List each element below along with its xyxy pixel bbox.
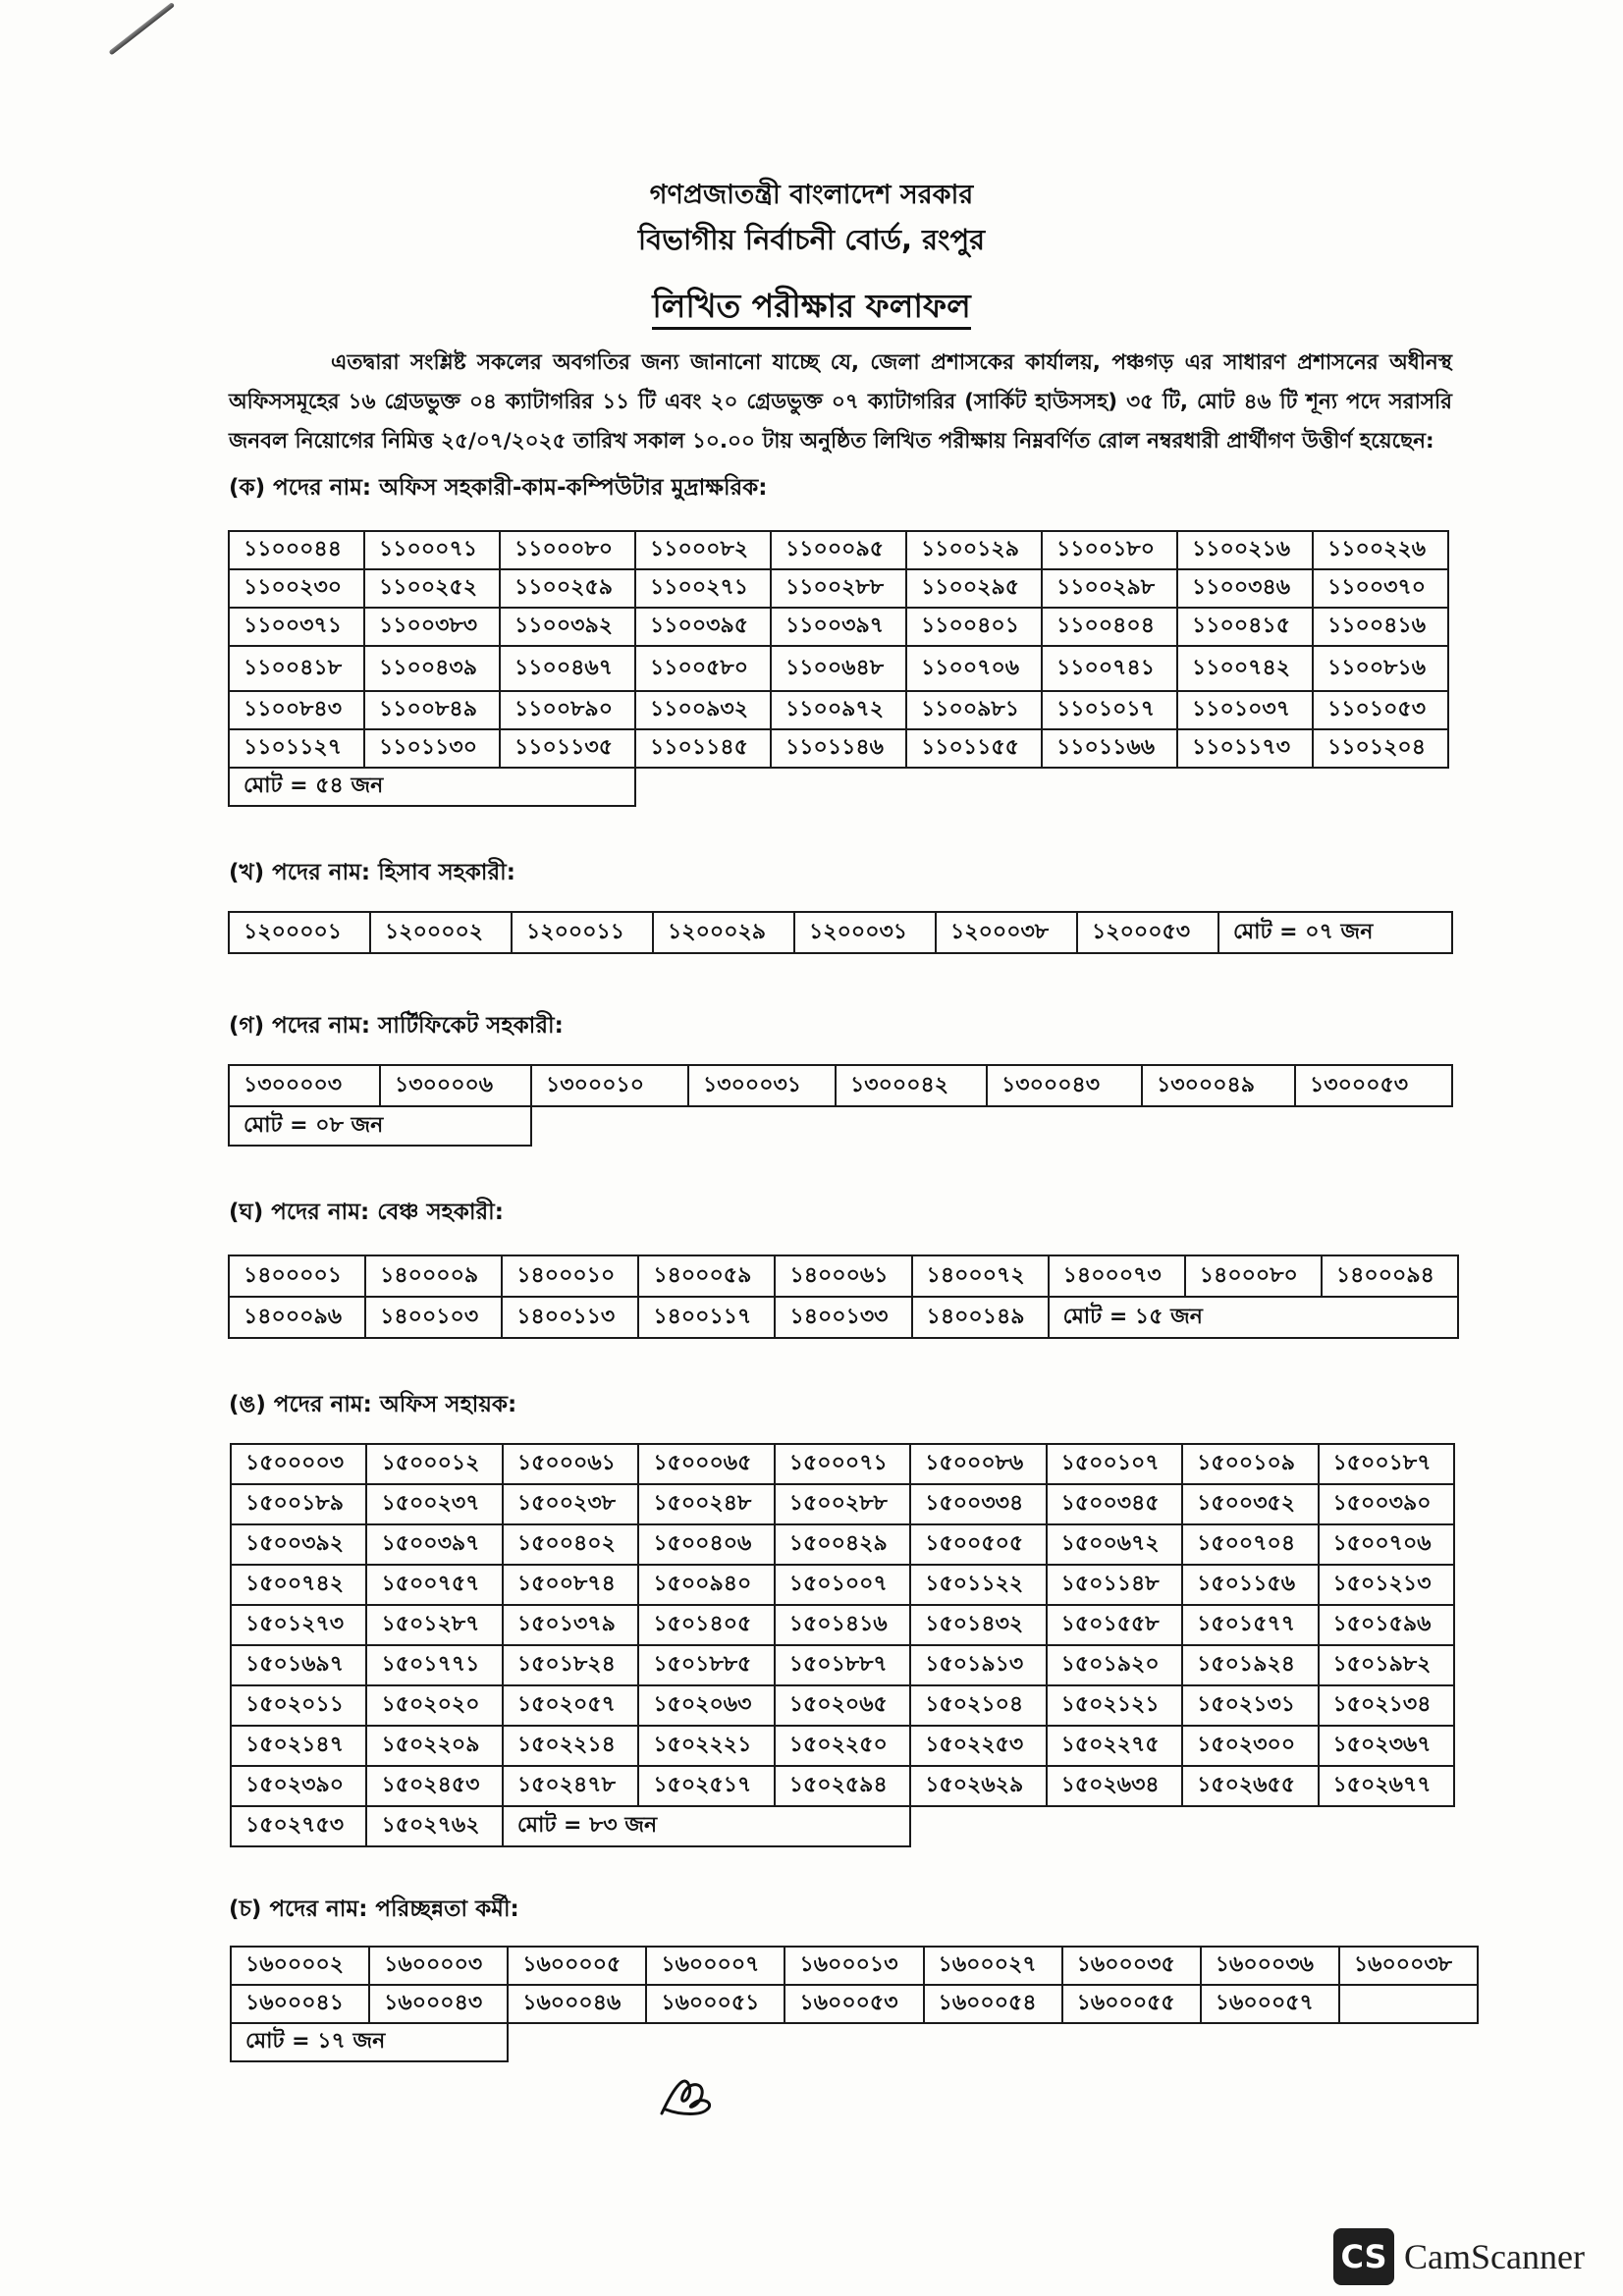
notice-paragraph: এতদ্বারা সংশ্লিষ্ট সকলের অবগতির জন্য জানানো যাচ্ছে যে, জেলা প্রশাসকের কার্যালয়, পঞ্চগড় এর সাধারণ প্রশাসনের অধীনস্থ অফিসসমূহের ১৬ গ্রেডভুক্ত ০৪ ক্যাটাগরির ১১ টি এবং ২০ গ্রেডভুক্ত ০৭ ক্যাটাগরির (সার্কিট হাউসসহ) ৩৫ টি, মোট ৪৬ টি শূন্য পদে সরাসরি জনবল নিয়োগের নিমিত্ত ২৫/০৭/২০২৫ তারিখ সকাল ১০.০০ টায় অনুষ্ঠিত লিখিত পরীক্ষায় নিম্নবর্ণিত রোল নম্বরধারী প্রার্থীগণ উত্তীর্ণ হয়েছেন: [229, 350, 1452, 454]
roll-cell: ১৬০০০০৩ [369, 1947, 508, 1985]
roll-cell: ১৪০০১০৩ [365, 1297, 502, 1338]
roll-cell: ১৬০০০৫৩ [784, 1985, 923, 2023]
roll-cell: ১১০০৮৪৩ [229, 691, 364, 729]
roll-cell: ১১০০৯৭২ [771, 691, 906, 729]
roll-cell: ১১০০০৭১ [364, 531, 500, 569]
table-row [229, 912, 1452, 953]
roll-cell: ১১০০৪১৫ [1177, 608, 1313, 646]
roll-cell: ১৫০০৪০৬ [638, 1524, 774, 1565]
roll-cell: ১৩০০০৪৩ [987, 1065, 1142, 1106]
section-title-cleaner: (চ) পদের নাম: পরিচ্ছন্নতা কর্মী: [229, 1896, 519, 1922]
roll-cell: ১১০১১৫৫ [906, 729, 1042, 768]
roll-cell: ১১০০৮১৬ [1313, 646, 1448, 691]
roll-cell: ১৫০০৮৭৪ [503, 1565, 638, 1605]
roll-cell: ১১০০৩৯৫ [635, 608, 771, 646]
roll-cell: ১৫০০০১২ [366, 1444, 502, 1484]
roll-cell: ১৫০১৫৯৬ [1319, 1605, 1455, 1645]
roll-cell: ১১০১০১৭ [1042, 691, 1177, 729]
section-title-bench-assistant: (ঘ) পদের নাম: বেঞ্চ সহকারী: [229, 1200, 504, 1225]
roll-cell: ১৩০০০৩১ [688, 1065, 836, 1106]
roll-cell: ১১০১১২৭ [229, 729, 364, 768]
roll-cell: ১১০১০৫৩ [1313, 691, 1448, 729]
roll-cell: ১১০০৩৭০ [1313, 569, 1448, 608]
roll-cell: ১২০০০৫৩ [1077, 912, 1218, 953]
roll-cell: ১৫০০৩৩৪ [910, 1484, 1046, 1524]
roll-cell: ১৫০২১০৪ [910, 1685, 1046, 1726]
roll-cell: ১৫০২১৪৭ [231, 1726, 366, 1766]
roll-cell: ১৬০০০২৭ [924, 1947, 1062, 1985]
roll-cell: ১৬০০০৫৭ [1201, 1985, 1339, 2023]
roll-cell: ১৫০২৭৬২ [366, 1806, 502, 1846]
table-row [229, 1106, 1452, 1146]
roll-cell: ১৫০০১৮৯ [231, 1484, 366, 1524]
roll-cell: ১৪০০০৭২ [912, 1255, 1049, 1297]
roll-cell: ১১০১২০৪ [1313, 729, 1448, 768]
roll-cell: ১৫০১৬৯৭ [231, 1645, 366, 1685]
roll-cell: ১৪০০০১০ [502, 1255, 638, 1297]
roll-cell: ১৫০২৬৩৪ [1047, 1766, 1182, 1806]
roll-cell: ১৫০০০০৩ [231, 1444, 366, 1484]
roll-cell: ১৫০০১০৯ [1182, 1444, 1318, 1484]
roll-cell: ১১০০৯৮১ [906, 691, 1042, 729]
page-title [0, 281, 1623, 336]
roll-cell: ১১০০৪১৮ [229, 646, 364, 691]
roll-cell: ১১০০৭৪২ [1177, 646, 1313, 691]
table-row [229, 729, 1448, 768]
roll-cell: ১১০০৩৪৬ [1177, 569, 1313, 608]
table-row [231, 1524, 1454, 1565]
roll-cell: ১১০০৪০১ [906, 608, 1042, 646]
roll-cell: ১৫০১০০৭ [775, 1565, 910, 1605]
roll-cell: ১৫০২৩৬৭ [1319, 1726, 1455, 1766]
roll-cell: ১১০০২৭১ [635, 569, 771, 608]
table-row [231, 1766, 1454, 1806]
section-title-office-assistant-computer-typist: (ক) পদের নাম: অফিস সহকারী-কাম-কম্পিউটার মুদ্রাক্ষরিক: [229, 475, 768, 501]
roll-cell: ১৫০১১২২ [910, 1565, 1046, 1605]
roll-cell: ১৬০০০৪১ [231, 1985, 369, 2023]
roll-cell: ১৫০১৮২৪ [503, 1645, 638, 1685]
roll-cell: ১৬০০০৩৬ [1201, 1947, 1339, 1985]
roll-cell: ১৫০২০২০ [366, 1685, 502, 1726]
total-cell: মোট = ০৭ জন [1218, 912, 1452, 953]
roll-cell: ১১০০৩৯২ [500, 608, 635, 646]
roll-cell: ১৫০২২৫০ [775, 1726, 910, 1766]
roll-cell: ১৫০০০৬১ [503, 1444, 638, 1484]
page-title-text: লিখিত পরীক্ষার ফলাফল [652, 287, 970, 330]
roll-cell: ১৫০২৬২৯ [910, 1766, 1046, 1806]
roll-cell: ১৫০২৬৫৫ [1182, 1766, 1318, 1806]
roll-cell: ১৫০২৩০০ [1182, 1726, 1318, 1766]
roll-cell: ১১০০১২৯ [906, 531, 1042, 569]
total-cell: মোট = ১৫ জন [1049, 1297, 1458, 1338]
roll-cell: ১৫০১৫৫৮ [1047, 1605, 1182, 1645]
roll-cell: ১৩০০০১০ [531, 1065, 688, 1106]
roll-cell: ১৪০০১১৭ [638, 1297, 775, 1338]
roll-cell: ১৫০০৩৯২ [231, 1524, 366, 1565]
roll-cell: ১১০০২৩০ [229, 569, 364, 608]
roll-cell: ১৩০০০৫৩ [1295, 1065, 1452, 1106]
roll-cell: ১১০০৮৯০ [500, 691, 635, 729]
roll-cell: ১৪০০০৯৬ [229, 1297, 365, 1338]
roll-cell: ১৪০০১৩৩ [775, 1297, 911, 1338]
roll-cell: ১৫০২২০৯ [366, 1726, 502, 1766]
total-cell: মোট = ৫৪ জন [229, 768, 635, 806]
table-row [231, 1985, 1478, 2023]
roll-table-accounts-assistant [228, 911, 1453, 954]
roll-cell: ১৬০০০০৭ [646, 1947, 784, 1985]
roll-cell: ১৫০২৪৫৩ [366, 1766, 502, 1806]
section-title-certificate-assistant: (গ) পদের নাম: সার্টিফিকেট সহকারী: [229, 1013, 564, 1039]
roll-cell: ১১০০৭৪১ [1042, 646, 1177, 691]
table-row [231, 1645, 1454, 1685]
roll-cell: ১৫০০০৮৬ [910, 1444, 1046, 1484]
roll-cell: ১৫০১৪১৬ [775, 1605, 910, 1645]
total-cell: মোট = ০৮ জন [229, 1106, 531, 1146]
roll-cell: ১৪০০০০৯ [365, 1255, 502, 1297]
table-row [231, 1685, 1454, 1726]
table-row [229, 569, 1448, 608]
roll-cell: ১৪০০০০১ [229, 1255, 365, 1297]
roll-cell: ১৫০১২৮৭ [366, 1605, 502, 1645]
roll-cell: ১৫০০৪২৯ [775, 1524, 910, 1565]
table-row [229, 531, 1448, 569]
roll-cell: ১৫০০৫০৫ [910, 1524, 1046, 1565]
roll-cell: ১৪০০০৫৯ [638, 1255, 775, 1297]
roll-table-office-assistant-computer-typist [228, 530, 1449, 807]
roll-cell: ১৫০০২৩৭ [366, 1484, 502, 1524]
section-title-office-helper: (ঙ) পদের নাম: অফিস সহায়ক: [229, 1392, 517, 1417]
roll-cell: ১১০০৯৩২ [635, 691, 771, 729]
roll-cell: ১২০০০২৯ [653, 912, 794, 953]
roll-cell: ১৫০১৪৩২ [910, 1605, 1046, 1645]
roll-cell: ১৪০০০৯৪ [1322, 1255, 1458, 1297]
roll-cell: ১১০০২৮৮ [771, 569, 906, 608]
roll-cell: ১৫০১৪০৫ [638, 1605, 774, 1645]
roll-cell: ১৪০০০৬১ [775, 1255, 911, 1297]
roll-cell: ১৫০২৫৯৪ [775, 1766, 910, 1806]
section-title-accounts-assistant: (খ) পদের নাম: হিসাব সহকারী: [229, 860, 515, 885]
roll-cell: ১৫০০৭০৪ [1182, 1524, 1318, 1565]
roll-cell: ১৫০০২৪৮ [638, 1484, 774, 1524]
roll-cell: ১৫০২৩৯০ [231, 1766, 366, 1806]
roll-cell: ১৫০২০৬৫ [775, 1685, 910, 1726]
roll-cell: ১১০০০৪৪ [229, 531, 364, 569]
roll-cell: ১১০০২২৬ [1313, 531, 1448, 569]
roll-cell: ১১০১১৪৫ [635, 729, 771, 768]
table-row [229, 1255, 1458, 1297]
roll-table-certificate-assistant [228, 1064, 1453, 1147]
roll-cell: ১৫০২৫১৭ [638, 1766, 774, 1806]
table-row [231, 1605, 1454, 1645]
roll-cell: ১৬০০০৪৩ [369, 1985, 508, 2023]
roll-cell: ১১০১১৩০ [364, 729, 500, 768]
roll-cell: ১৫০০৩৯০ [1319, 1484, 1455, 1524]
pen-mark-decoration [108, 2, 175, 55]
roll-cell: ১৫০২০৬৩ [638, 1685, 774, 1726]
roll-cell: ১৫০২২১৪ [503, 1726, 638, 1766]
roll-cell: ১৬০০০৩৫ [1062, 1947, 1201, 1985]
roll-cell: ১৬০০০৪৬ [508, 1985, 646, 2023]
roll-cell: ১৫০১৫৭৭ [1182, 1605, 1318, 1645]
table-row [231, 1444, 1454, 1484]
roll-cell: ১৬০০০৫৪ [924, 1985, 1062, 2023]
roll-cell: ১১০০৩৭১ [229, 608, 364, 646]
roll-cell: ১১০০২১৬ [1177, 531, 1313, 569]
table-row [229, 1065, 1452, 1106]
roll-cell: ১৫০১৯১৩ [910, 1645, 1046, 1685]
roll-cell: ১১০১০৩৭ [1177, 691, 1313, 729]
roll-cell: ১৫০২১২১ [1047, 1685, 1182, 1726]
roll-cell: ১৫০০২৮৮ [775, 1484, 910, 1524]
roll-cell: ১৫০০৬৭২ [1047, 1524, 1182, 1565]
roll-cell: ১৫০০৩৪৫ [1047, 1484, 1182, 1524]
roll-cell: ১৫০১১৫৬ [1182, 1565, 1318, 1605]
roll-cell: ১৫০০০৭১ [775, 1444, 910, 1484]
roll-cell: ১১০০২৫৯ [500, 569, 635, 608]
table-row [229, 768, 1448, 806]
government-name: গণপ্রজাতন্ত্রী বাংলাদেশ সরকার [649, 180, 974, 210]
roll-cell: ১১০০৬৪৮ [771, 646, 906, 691]
roll-cell: ১৫০১৩৭৯ [503, 1605, 638, 1645]
roll-table-bench-assistant [228, 1255, 1459, 1339]
board-name: বিভাগীয় নির্বাচনী বোর্ড, রংপুর [637, 223, 986, 256]
roll-cell: ১৫০২৪৭৮ [503, 1766, 638, 1806]
roll-cell: ১৪০০০৭৩ [1049, 1255, 1185, 1297]
signature-icon [656, 2064, 725, 2123]
roll-cell: ১৪০০১৪৯ [912, 1297, 1049, 1338]
roll-cell: ১৫০১৯৮২ [1319, 1645, 1455, 1685]
roll-cell: ১১০০০৯৫ [771, 531, 906, 569]
table-row [231, 1484, 1454, 1524]
table-row [229, 608, 1448, 646]
roll-cell: ১১০০১৮০ [1042, 531, 1177, 569]
roll-cell: ১৫০২২২১ [638, 1726, 774, 1766]
roll-cell: ১১০১১৬৬ [1042, 729, 1177, 768]
table-row [231, 1806, 1454, 1846]
table-row [231, 1726, 1454, 1766]
roll-cell: ১১০০৮৪৯ [364, 691, 500, 729]
roll-cell: ১১০০৪১৬ [1313, 608, 1448, 646]
roll-cell: ১৫০২১৩৪ [1319, 1685, 1455, 1726]
roll-cell: ১৫০১২১৩ [1319, 1565, 1455, 1605]
roll-cell: ১৫০১৭৭১ [366, 1645, 502, 1685]
roll-cell: ১১০০২৯৫ [906, 569, 1042, 608]
roll-cell: ১২০০০১১ [512, 912, 653, 953]
roll-cell: ১৫০২৭৫৩ [231, 1806, 366, 1846]
roll-cell: ১১০০৩৮৩ [364, 608, 500, 646]
roll-cell: ১৫০১৮৮৫ [638, 1645, 774, 1685]
roll-cell: ১৬০০০০৫ [508, 1947, 646, 1985]
roll-table-office-helper [230, 1443, 1455, 1847]
roll-cell: ১১০০৫৮০ [635, 646, 771, 691]
roll-cell: ১৪০০০৮০ [1185, 1255, 1322, 1297]
roll-cell: ১৫০২২৭৫ [1047, 1726, 1182, 1766]
roll-cell: ১৫০২৬৭৭ [1319, 1766, 1455, 1806]
roll-cell: ১৩০০০০৬ [380, 1065, 531, 1106]
roll-cell: ১৫০০১৮৭ [1319, 1444, 1455, 1484]
roll-cell: ১৫০২২৫৩ [910, 1726, 1046, 1766]
roll-cell: ১৩০০০৪২ [836, 1065, 987, 1106]
roll-cell: ১৬০০০০২ [231, 1947, 369, 1985]
roll-cell: ১৫০০৩৫২ [1182, 1484, 1318, 1524]
table-row [229, 691, 1448, 729]
roll-cell: ১৫০১২৭৩ [231, 1605, 366, 1645]
roll-cell: ১৫০২০১১ [231, 1685, 366, 1726]
camscanner-watermark: CamScanner [1404, 2237, 1585, 2276]
roll-cell: ১৫০০২৩৮ [503, 1484, 638, 1524]
roll-cell: ১৪০০১১৩ [502, 1297, 638, 1338]
roll-cell: ১৬০০০১৩ [784, 1947, 923, 1985]
roll-cell: ১১০০৪৩৯ [364, 646, 500, 691]
table-row [231, 1947, 1478, 1985]
roll-cell: ১৫০০০৬৫ [638, 1444, 774, 1484]
roll-cell: ১১০০৩৯৭ [771, 608, 906, 646]
roll-cell: ১৬০০০৫১ [646, 1985, 784, 2023]
roll-cell: ১৫০০৩৯৭ [366, 1524, 502, 1565]
roll-cell: ১২০০০০২ [370, 912, 512, 953]
roll-cell: ১১০০২৯৮ [1042, 569, 1177, 608]
roll-cell: ১৫০২১৩১ [1182, 1685, 1318, 1726]
roll-cell: ১২০০০৩৮ [936, 912, 1077, 953]
roll-cell: ১১০১১৪৬ [771, 729, 906, 768]
roll-cell: ১১০০৭০৬ [906, 646, 1042, 691]
roll-cell: ১১০১১৩৫ [500, 729, 635, 768]
table-row [229, 1297, 1458, 1338]
roll-cell: ১৬০০০৩৮ [1339, 1947, 1478, 1985]
table-row [231, 2023, 1478, 2061]
roll-cell: ১২০০০৩১ [794, 912, 936, 953]
roll-cell: ১৫০২০৫৭ [503, 1685, 638, 1726]
roll-cell: ১৫০০৪০২ [503, 1524, 638, 1565]
roll-cell: ১৫০০১০৭ [1047, 1444, 1182, 1484]
roll-cell: ১৫০০৭৫৭ [366, 1565, 502, 1605]
roll-cell: ১৩০০০৪৯ [1142, 1065, 1295, 1106]
total-cell: মোট = ৮৩ জন [503, 1806, 910, 1846]
roll-cell: ১১০০৪৬৭ [500, 646, 635, 691]
roll-cell: ১১০১১৭৩ [1177, 729, 1313, 768]
roll-cell: ১২০০০০১ [229, 912, 370, 953]
roll-cell: ১১০০২৫২ [364, 569, 500, 608]
roll-cell: ১১০০০৮০ [500, 531, 635, 569]
table-row [231, 1565, 1454, 1605]
roll-cell: ১৫০১৯২৪ [1182, 1645, 1318, 1685]
roll-cell: ১৫০১১৪৮ [1047, 1565, 1182, 1605]
total-cell: মোট = ১৭ জন [231, 2023, 508, 2061]
roll-cell: ১৫০১৯২০ [1047, 1645, 1182, 1685]
roll-cell: ১৫০১৮৮৭ [775, 1645, 910, 1685]
roll-cell: ১৩০০০০৩ [229, 1065, 380, 1106]
roll-cell: ১৫০০৯৪০ [638, 1565, 774, 1605]
roll-cell: ১১০০০৮২ [635, 531, 771, 569]
roll-cell: ১১০০৪০৪ [1042, 608, 1177, 646]
roll-table-cleaner [230, 1946, 1479, 2062]
camscanner-logo-icon: CS [1333, 2228, 1394, 2285]
empty-cell [1339, 1985, 1478, 2023]
roll-cell: ১৫০০৭৪২ [231, 1565, 366, 1605]
table-row [229, 646, 1448, 691]
roll-cell: ১৫০০৭০৬ [1319, 1524, 1455, 1565]
roll-cell: ১৬০০০৫৫ [1062, 1985, 1201, 2023]
